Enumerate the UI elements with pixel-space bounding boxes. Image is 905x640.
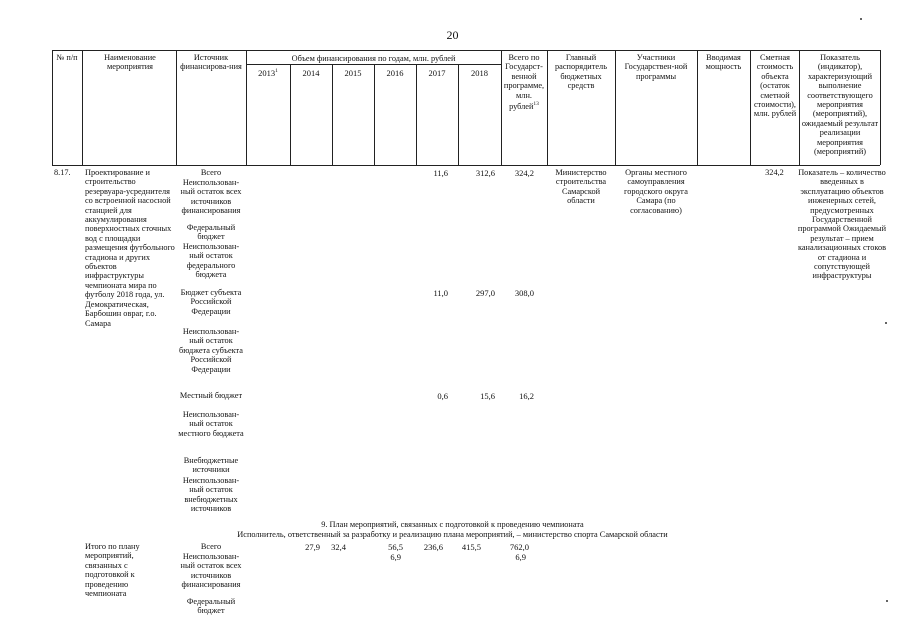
year-label-2015: 2015: [344, 68, 362, 78]
year-label-2013: [246, 68, 290, 78]
header-total-footnote: 13: [533, 101, 539, 108]
col-border: [615, 50, 616, 165]
total-row-name: Итого по плану мероприятий, связанных с подготовкой к проведению чемпионата: [85, 542, 140, 599]
table-header-bottom-border: [52, 165, 880, 166]
total-unused-2015: 6,9: [390, 552, 401, 562]
value-regional-2018: 297,0: [475, 288, 495, 298]
value-regional-2017: 11,0: [433, 288, 448, 298]
scan-speck: [886, 600, 888, 602]
year-col-border: [290, 64, 291, 165]
col-border: [697, 50, 698, 165]
page-number: 20: [446, 28, 459, 42]
year-label-2014: 2014: [302, 68, 320, 78]
header-capacity: Вводимая мощность: [705, 53, 742, 72]
source-local: Местный бюджет: [179, 391, 243, 400]
year-2013-footnote: 1: [275, 68, 278, 75]
header-name: Наименование мероприятия: [104, 53, 156, 72]
col-border: [176, 50, 177, 165]
year-col-border: [458, 64, 459, 165]
total-value-2013: 27,9: [305, 542, 320, 552]
source-unused-local: Неиспользован-ный остаток местного бюджета: [178, 410, 244, 438]
total-value-2014: 32,4: [331, 542, 346, 552]
total-source-federal: Федеральный бюджет: [186, 597, 236, 616]
col-border: [501, 50, 502, 165]
year-col-border: [416, 64, 417, 165]
total-value-all: 762,0: [509, 542, 529, 552]
source-unused-all: Неиспользован-ный остаток всех источников финансирования: [180, 178, 242, 216]
source-unused-federal: Неиспользован-ный остаток федерального бюджета: [182, 242, 240, 280]
row-817-name: Проектирование и строительство резервуара-усреднителя со встроенной насосной станцией для аккумулирования поверхностных сточных вод с площадки размещения футбольного стадиона и других объектов инфраструктуры чемпионата мира по футболу 2018 года, ул. Демократическая, Барбошин овраг, г.о. Самара: [85, 168, 175, 328]
row-817-estimate: 324,2: [765, 168, 784, 177]
source-federal: Федеральный бюджет: [186, 223, 236, 242]
year-2013: 2013: [258, 68, 276, 78]
year-col-border: [374, 64, 375, 165]
year-label-2017: 2017: [428, 68, 446, 78]
total-value-2016: 236,6: [423, 542, 443, 552]
source-regional: Бюджет субъекта Российской Федерации: [180, 288, 242, 316]
value-local-2017: 0,6: [437, 391, 448, 401]
source-unused-regional: Неиспользован-ный остаток бюджета субъекта Российской Федерации: [179, 327, 243, 374]
col-border: [52, 50, 53, 165]
row-817-manager: Министерство строительства Самарской области: [555, 168, 607, 206]
col-border: [880, 50, 881, 165]
header-funding: Объем финансирования по годам, млн. рублей: [291, 54, 456, 63]
total-source-total: Всего: [200, 542, 222, 551]
header-estimate: Сметная стоимость объекта (остаток сметной стоимости), млн. рублей: [753, 53, 797, 119]
source-total: Всего: [200, 168, 222, 177]
header-total: [503, 53, 545, 111]
row-817-number: 8.17.: [54, 168, 71, 177]
header-source: Источник финансирова-ния: [180, 53, 242, 72]
year-col-border: [332, 64, 333, 165]
section-9-title: 9. План мероприятий, связанных с подготовкой к проведению чемпионата: [321, 520, 584, 529]
scan-speck: [860, 18, 862, 20]
source-extrabudget: Внебюджетные источники: [183, 456, 239, 475]
col-border: [82, 50, 83, 165]
header-total-text: Всего по Государст-венной программе, млн. рублей: [503, 53, 545, 111]
total-unused-all: 6,9: [515, 552, 526, 562]
header-no: № п/п: [56, 53, 78, 62]
col-border: [547, 50, 548, 165]
value-total-all: 324,2: [514, 168, 534, 178]
row-817-participants: Органы местного самоуправления городского округа Самара (по согласованию): [624, 168, 688, 215]
value-local-2018: 15,6: [480, 391, 495, 401]
scan-speck: [885, 322, 887, 324]
header-participants: Участники Государствен-ной программы: [624, 53, 688, 81]
total-value-2015: 56,5: [388, 542, 403, 552]
year-label-2016: 2016: [386, 68, 404, 78]
value-regional-all: 308,0: [514, 288, 534, 298]
section-9-executor: Исполнитель, ответственный за разработку и реализацию плана мероприятий, – министерство спорта Самарской области: [237, 530, 668, 539]
total-value-2017: 415,5: [461, 542, 481, 552]
total-source-unused: Неиспользован-ный остаток всех источников финансирования: [180, 552, 242, 590]
year-label-2018: 2018: [471, 68, 488, 78]
row-817-indicator: Показатель – количество введенных в эксплуатацию объектов инженерных сетей, предусмотренных Государственной программой Ожидаемый результат – прием канализационных стоков от стадиона и сопутствующей инфраструктуры: [797, 168, 887, 281]
header-manager: Главный распорядитель бюджетных средств: [555, 53, 607, 91]
value-total-2018: 312,6: [475, 168, 495, 178]
header-indicator: Показатель (индикатор), характеризующий выполнение соответствующего мероприятия (мероприятий), ожидаемый результат реализации мероприятия (мероприятий): [801, 53, 879, 157]
source-unused-extrabudget: Неиспользован-ный остаток внебюджетных источников: [182, 476, 240, 514]
value-local-all: 16,2: [519, 391, 534, 401]
value-total-2017: 11,6: [433, 168, 448, 178]
